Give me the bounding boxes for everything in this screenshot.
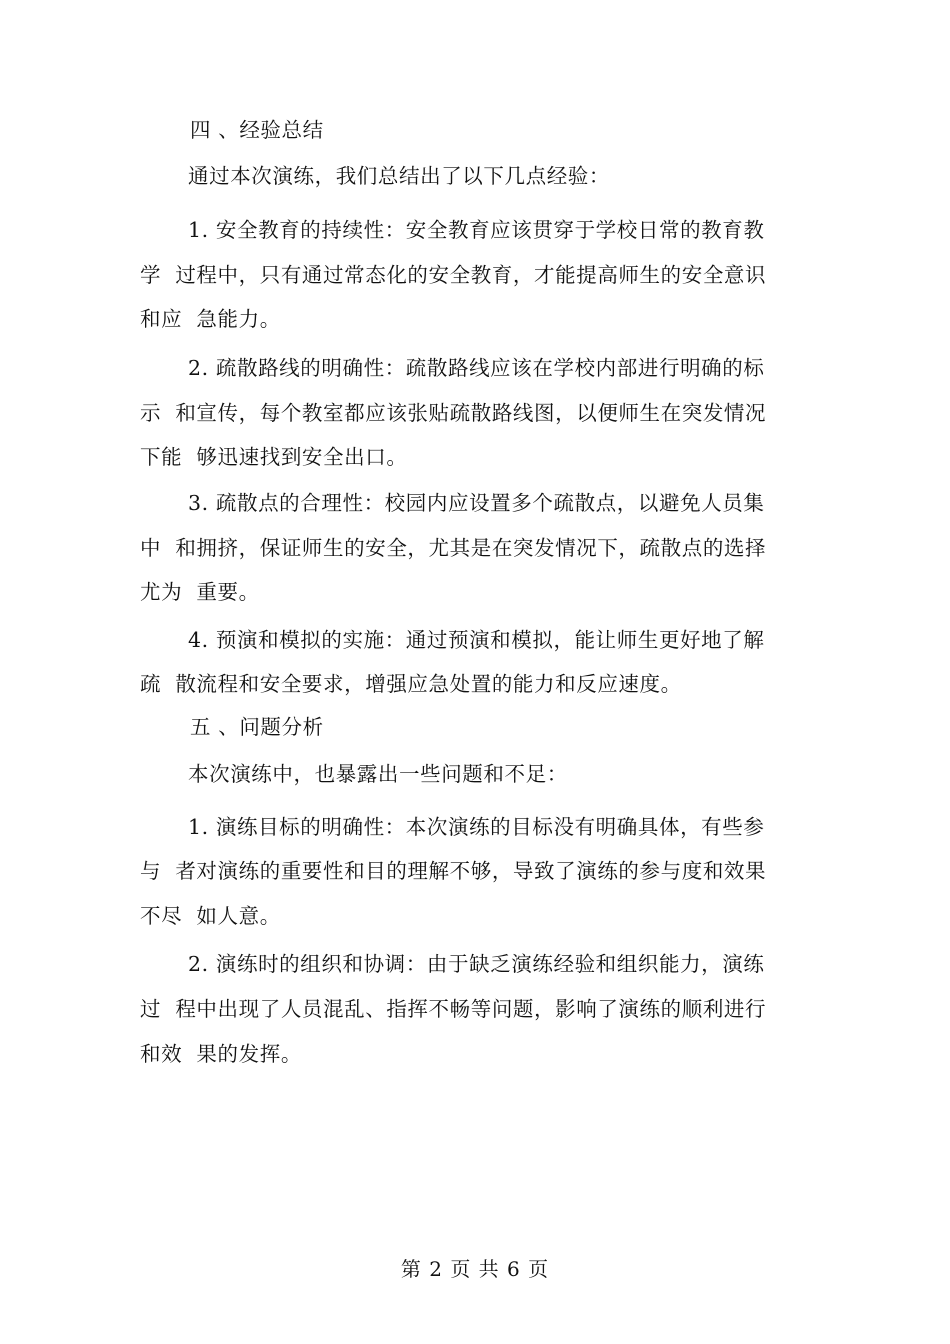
paragraph-line: 1. 演练目标的明确性：本次演练的目标没有明确具体，有些参 <box>188 815 765 839</box>
paragraph-line: 不尽 如人意。 <box>140 904 281 928</box>
paragraph-line: 下能 够迅速找到安全出口。 <box>140 445 408 469</box>
paragraph-line: 过 程中出现了人员混乱、指挥不畅等问题，影响了演练的顺利进行 <box>140 997 767 1021</box>
paragraph-line: 中 和拥挤，保证师生的安全，尤其是在突发情况下，疏散点的选择 <box>140 536 767 560</box>
page-number-footer: 第 2 页 共 6 页 <box>400 1257 550 1281</box>
paragraph-line: 尤为 重要。 <box>140 580 260 604</box>
paragraph-line: 3. 疏散点的合理性：校园内应设置多个疏散点，以避免人员集 <box>188 491 765 515</box>
paragraph-line: 4. 预演和模拟的实施：通过预演和模拟，能让师生更好地了解 <box>188 628 765 652</box>
paragraph-line: 1. 安全教育的持续性：安全教育应该贯穿于学校日常的教育教 <box>188 218 765 242</box>
section-heading-problems: 五 、问题分析 <box>190 715 324 739</box>
section-intro-problems: 本次演练中，也暴露出一些问题和不足： <box>188 762 568 786</box>
section-intro-experience: 通过本次演练，我们总结出了以下几点经验： <box>188 164 610 188</box>
paragraph-line: 2. 疏散路线的明确性：疏散路线应该在学校内部进行明确的标 <box>188 356 765 380</box>
paragraph-line: 疏 散流程和安全要求，增强应急处置的能力和反应速度。 <box>140 672 682 696</box>
paragraph-line: 和效 果的发挥。 <box>140 1042 302 1066</box>
paragraph-line: 2. 演练时的组织和协调：由于缺乏演练经验和组织能力，演练 <box>188 952 765 976</box>
paragraph-line: 和应 急能力。 <box>140 307 281 331</box>
section-heading-experience: 四 、经验总结 <box>190 118 324 142</box>
paragraph-line: 示 和宣传，每个教室都应该张贴疏散路线图，以便师生在突发情况 <box>140 401 767 425</box>
paragraph-line: 与 者对演练的重要性和目的理解不够，导致了演练的参与度和效果 <box>140 859 767 883</box>
paragraph-line: 学 过程中，只有通过常态化的安全教育，才能提高师生的安全意识 <box>140 263 767 287</box>
